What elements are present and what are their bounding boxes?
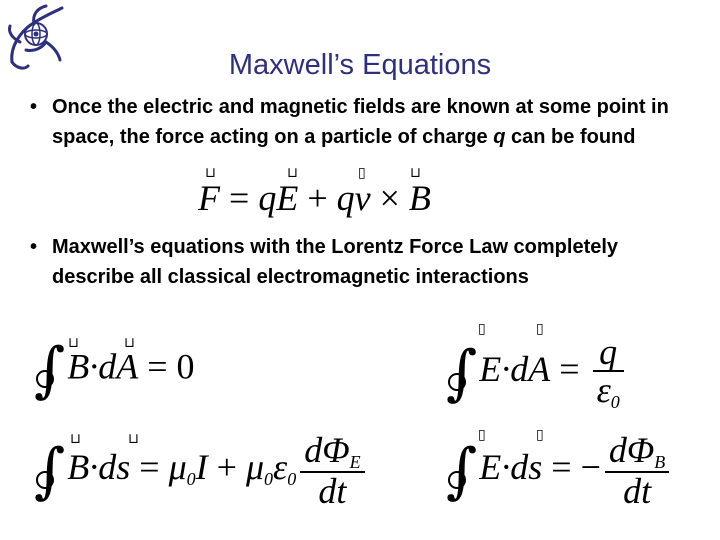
vector-marker-icon: ⊔ bbox=[287, 165, 298, 181]
page-title: Maxwell’s Equations bbox=[228, 49, 492, 81]
vector-marker-icon: ▯ bbox=[478, 321, 486, 337]
gauss-law-magnetism-equation: ∫ B·dA = 0 bbox=[34, 335, 195, 405]
vector-marker-icon: ⊔ bbox=[68, 335, 79, 351]
vector-marker-icon: ⊔ bbox=[128, 431, 139, 447]
vector-marker-icon: ⊔ bbox=[410, 165, 421, 181]
fraction: $\frac{d\Phi_E}{dt}$ bbox=[300, 432, 364, 509]
bullet-text: Maxwell’s equations with the Lorentz Force Law completely describe all classical electromagnetic interactions bbox=[52, 236, 619, 288]
vector-marker-icon: ▯ bbox=[536, 321, 544, 337]
vector-marker-icon: ⊔ bbox=[70, 431, 81, 447]
vector-marker-icon: ⊔ bbox=[205, 165, 216, 181]
vector-marker-icon: ▯ bbox=[358, 165, 366, 181]
vector-marker-icon: ▯ bbox=[478, 427, 486, 443]
bullet-text: Once the electric and magnetic fields are known at some point in space, the force acting on a particle of charge q can be found bbox=[52, 96, 669, 148]
vector-marker-icon: ▯ bbox=[536, 427, 544, 443]
bullet-item bbox=[30, 92, 670, 152]
closed-integral-icon: ∫ bbox=[446, 337, 478, 408]
vector-marker-icon: ⊔ bbox=[124, 335, 135, 351]
ampere-maxwell-equation: ∫ $B\cdot ds = \mu_0I + \mu_0\varepsilon_0$ $\frac{d\Phi_E}{dt}$ bbox=[34, 432, 369, 509]
closed-integral-icon: ∫ bbox=[34, 335, 66, 405]
closed-integral-icon: ∫ bbox=[446, 435, 478, 506]
lorentz-force-equation: F = qE + qv × B bbox=[198, 178, 431, 218]
bullet-marker: • bbox=[30, 236, 38, 258]
fraction: $\frac{d\Phi_B}{dt}$ bbox=[605, 432, 669, 509]
bullet-item bbox=[30, 232, 670, 292]
fraction: $\frac{q}{\varepsilon_0}$ bbox=[593, 334, 624, 411]
bullet-marker: • bbox=[30, 96, 38, 118]
closed-integral-icon: ∫ bbox=[34, 435, 66, 506]
gauss-law-equation: ∫ E·dA = $\frac{q}{\varepsilon_0}$ bbox=[446, 334, 628, 411]
faraday-law-equation: ∫ E·ds = − $\frac{d\Phi_B}{dt}$ bbox=[446, 432, 673, 509]
